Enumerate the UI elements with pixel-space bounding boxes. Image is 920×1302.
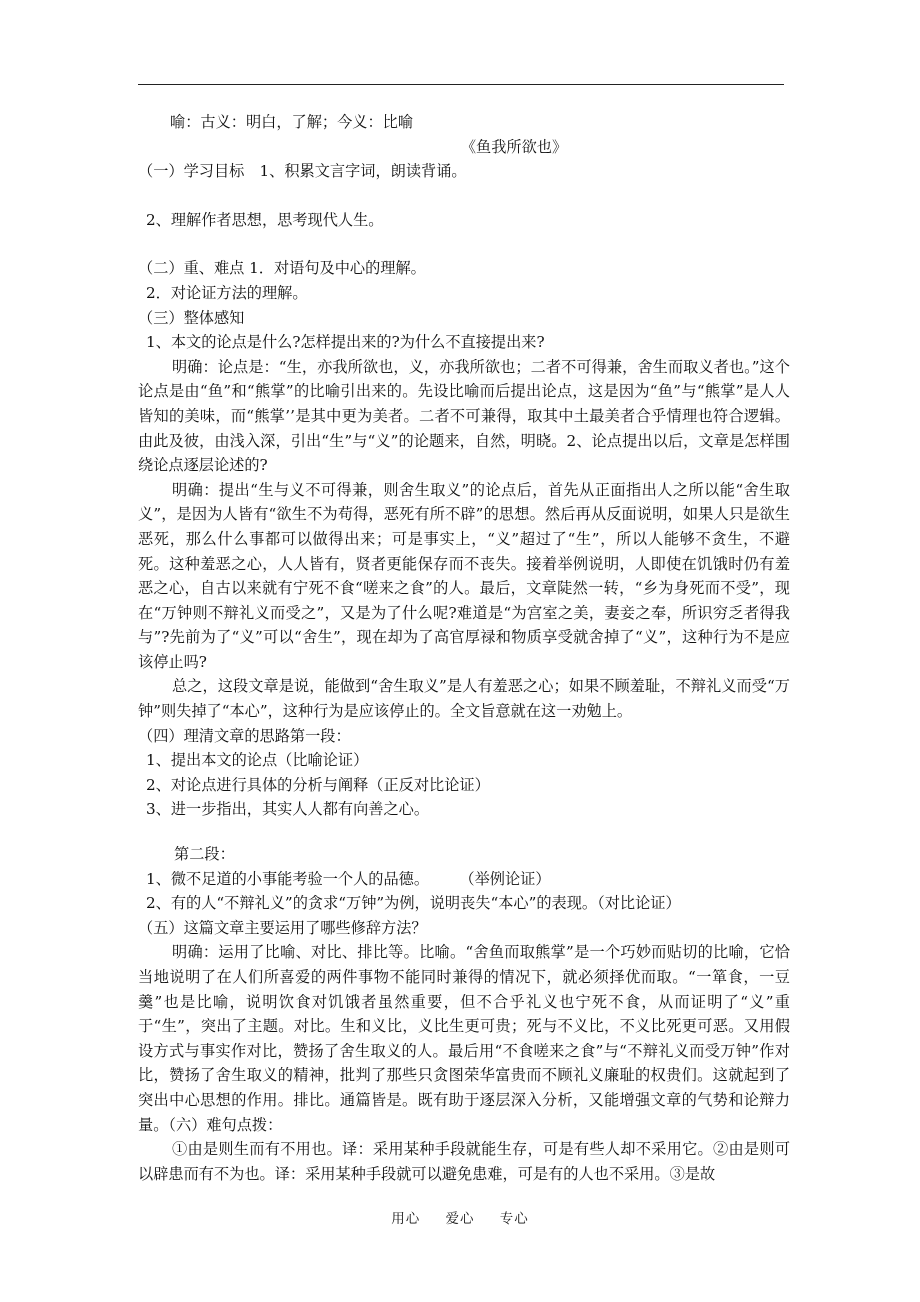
structure-item-1: 1、提出本文的论点（比喻论证）: [146, 751, 369, 770]
document-body: [138, 110, 790, 1186]
answer-paragraph-1: 明确：论点是：“生，亦我所欲也，义，亦我所欲也；二者不可得兼，舍生而取义者也。”这个论点是由“鱼”和“熊掌”的比喻引出来的。先设比喻而后提出论点，这是因为“鱼”与“熊掌”是人人皆知的美味，而“熊掌’’是其中更为美者。二者不可兼得，取其中土最美者合乎情理也符合逻辑。由此及彼，由浅入深，引出“生”与“义”的论题来，自然，明晓。2、论点提出以后，文章是怎样围绕论点逐层论述的?: [138, 357, 790, 475]
second-item-1: 1、微不足道的小事能考验一个人的品德。 （举例论证）: [146, 869, 551, 888]
key-point-2: 2．对论证方法的理解。: [146, 283, 308, 302]
second-paragraph-heading: 第二段：: [174, 845, 235, 864]
difficult-sentences-paragraph: ①由是则生而有不用也。译：采用某种手段就能生存，可是有些人却不采用它。②由是则可以辟患而有不为也。译：采用某种手段就可以避免患难，可是有的人也不采用。③是故: [138, 1140, 790, 1183]
structure-item-3: 3、进一步指出，其实人人都有向善之心。: [146, 800, 430, 819]
second-item-2: 2、有的人“不辩礼义”的贪求“万钟”为例，说明丧失“本心”的表现。（对比论证）: [146, 894, 681, 913]
summary-paragraph: 总之，这段文章是说，能做到“舍生取义”是人有羞恶之心；如果不顾羞耻，不辩礼义而受“万钟”则失掉了“本心”，这种行为是应该停止的。全文旨意就在这一劝勉上。: [138, 677, 790, 721]
section-overview: （三）整体感知: [138, 308, 245, 327]
footer-item: 专心: [499, 1211, 529, 1227]
structure-item-2: 2、对论点进行具体的分析与阐释（正反对比论证）: [146, 775, 490, 794]
header-rule: [138, 84, 784, 85]
rhetoric-paragraph: 明确：运用了比喻、对比、排比等。比喻。“舍鱼而取熊掌”是一个巧妙而贴切的比喻，它恰当地说明了在人们所喜爱的两件事物不能同时兼得的情况下，就必须择优而取。“一箪食，一豆羹”也是比喻，说明饮食对饥饿者虽然重要，但不合乎礼义也宁死不食，从而证明了“义”重于“生”，突出了主题。对比。生和义比，义比生更可贵；死与不义比，不义比死更可恶。又用假设方式与事实作对比，赞扬了舍生取义的人。最后用“不食嗟来之食”与“不辩礼义而受万钟”作对比，赞扬了舍生取义的精神，批判了那些只贪图荣华富贵而不顾礼义廉耻的权贵们。这就起到了突出中心思想的作用。排比。通篇皆是。既有助于逐层深入分析，又能增强文章的气势和论辩力量。（六）难句点拨：: [138, 943, 790, 1134]
section-rhetoric: （五）这篇文章主要运用了哪些修辞方法？: [138, 918, 427, 937]
page-footer: [0, 1207, 920, 1227]
footer-item: 爱心: [445, 1211, 475, 1227]
section-goals: （一）学习目标 1、积累文言字词，朗读背诵。: [138, 162, 467, 181]
footer-item: 用心: [391, 1211, 421, 1227]
text-title: 《鱼我所欲也》: [460, 137, 568, 156]
answer-paragraph-2: 明确：提出“生与义不可得兼，则舍生取义”的论点后，首先从正面指出人之所以能“舍生取义”，是因为人皆有“欲生不为苟得，恶死有所不辟”的思想。然后再从反面说明，如果人只是欲生恶死，那么什么事都可以做得出来；可是事实上，“义”超过了“生”，所以人能够不贪生，不避死。这种羞恶之心，人人皆有，贤者更能保存而不丧失。接着举例说明，人即使在饥饿时仍有羞恶之心，自古以来就有宁死不食“嗟来之食”的人。最后，文章陡然一转，“乡为身死而不受”，现在“万钟则不辩礼义而受之”，又是为了什么呢?难道是“为宫室之美，妻妾之奉，所识穷乏者得我与”?先前为了“义”可以“舍生”，现在却为了高官厚禄和物质享受就舍掉了“义”，这种行为不是应该停止吗?: [138, 480, 790, 671]
vocab-note: 喻：古义：明白，了解；今义：比喻: [170, 113, 413, 131]
section-key-points: （二）重、难点 1．对语句及中心的理解。: [138, 259, 426, 278]
question-1: 1、本文的论点是什么?怎样提出来的?为什么不直接提出来?: [146, 333, 545, 352]
section-structure: （四）理清文章的思路第一段：: [138, 726, 351, 745]
goal-2: 2、理解作者思想，思考现代人生。: [146, 210, 384, 229]
